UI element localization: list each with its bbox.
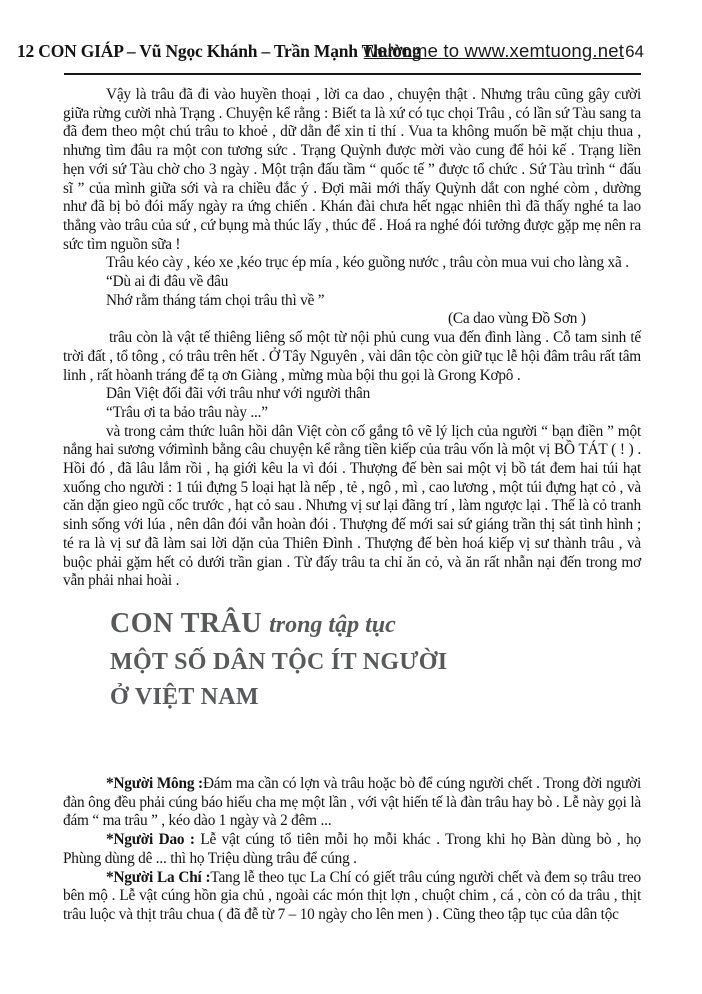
section-paragraph-mong (63, 775, 641, 831)
section-paragraph-lachi (63, 869, 641, 925)
header-rule (64, 73, 641, 75)
section-text-dao: Lễ vật cúng tổ tiên mỗi họ mỗi khác . Trong khi họ Bàn dùng bò , họ Phùng dùng dê ... thì họ Triệu dùng trâu để cúng . (63, 831, 641, 867)
site-link[interactable]: welcome to www.xemtuong.net (363, 40, 625, 61)
section-heading (110, 606, 641, 715)
paragraph-buffalo-work: Trâu kéo cày , kéo xe ,kéo trục ép mía , kéo guồng nước , trâu còn mua vui cho làng xã . (106, 254, 629, 272)
paragraph-sacrifice: trâu còn là vật tế thiêng liêng số một từ nội phủ cung vua đến đình làng . Cỗ tam sinh tế trời đất , tổ tông , có trâu trên hết . Ở Tây Nguyên , vài dân tộc còn giữ tục lễ hội đâm trâu rất tâm linh , rất hòanh tráng để tạ ơn Giàng , mừng mùa bội thu gọi là Grong Kơpô . (63, 329, 641, 384)
couplet-line-1: “Dù ai đi đâu về đâu (106, 273, 229, 291)
header-right (364, 40, 644, 62)
heading-line-3: Ở VIỆT NAM (110, 683, 259, 710)
section-label-dao: *Người Dao : (106, 831, 195, 849)
section-label-mong: *Người Mông : (106, 774, 203, 792)
section-text-mong: Đám ma cần có lợn và trâu hoặc bò để cúng người chết . Trong đời người đàn ông đều phải cúng báo hiếu cha mẹ một lần , với vật hiến tế là đàn trâu hay bò . Lễ này gọi là đám “ ma trâu ” , kéo dào 1 ngày và 2 đêm ... (63, 774, 641, 830)
heading-line-2: MỘT SỐ DÂN TỘC ÍT NGƯỜI (110, 648, 448, 675)
heading-line-1 (110, 606, 641, 645)
section-text-lachi: Tang lễ theo tục La Chí có giết trâu cúng người chết và đem sọ trâu treo bên mộ . Lễ vật cúng hồn gia chủ , ngoài các món thịt lợn , chuột chim , cá , còn có da trâu , thịt trâu luộc và thịt trâu chua ( đã đễ từ 7 – 10 ngày cho lên men ) . Cũng theo tập tục của dân tộc (63, 868, 641, 923)
ethnic-sections (63, 775, 641, 925)
book-title: 12 CON GIÁP – Vũ Ngọc Khánh – Trần Mạnh Thường (17, 41, 421, 61)
article-body (63, 86, 641, 925)
paragraph-intro: Vậy là trâu đã đi vào huyền thoại , lời ca dao , chuyện thật . Nhưng trâu cũng gây cười giữa rừng cười nhà Trạng . Chuyện kể rằng : Biết ta là xứ có tục chọi Trâu , có lần sứ Tàu sang ta đã đem theo một chú trâu to khoẻ , dữ dằn để xin tỉ thí . Vua ta không muốn bẽ mặt chịu thua , nhưng tìm đâu ra một con tương sức . Trạng Quỳnh được mời vào cung để hỏi kế . Trạng liền hẹn với sứ Tàu chờ cho 3 ngày . Một trận đấu tầm “ quốc tế ” được tổ chức . Sứ Tàu trình “ đấu sĩ ” của mình giữa sới và ra chiều đắc ý . Đợi mãi mới thấy Quỳnh dắt con nghé còm , dường như đã bị bỏ đói mấy ngày ra ứng chiến . Khán đài chưa hết ngạc nhiên thì đã thấy nghé ta lao thẳng vào trâu của sứ , cứ bụng mà thúc lấy , thúc để . Hoá ra nghé đói tưởng được gặp mẹ nên ra sức tìm nguồn sữa ! (63, 86, 641, 253)
page-number: 64 (625, 42, 644, 61)
heading-main-title: CON TRÂU (110, 607, 263, 639)
line-quote: “Trâu ơi ta bảo trâu này ...” (106, 403, 268, 421)
heading-subtitle: trong tập tục (269, 611, 396, 638)
couplet-attribution: (Ca dao vùng Đồ Sơn ) (448, 310, 586, 328)
line-treatment: Dân Việt đối đãi với trâu như với người thân (106, 385, 371, 403)
couplet-line-2: Nhớ rằm tháng tám chọi trâu thì về ” (106, 291, 325, 309)
paragraph-karma: và trong cảm thức luân hồi dân Việt còn cố gắng tô vẽ lý lịch của người “ bạn điền ” một nắng hai sương vớimình bằng câu chuyện kể rằng tiền kiếp của trâu vốn là một vị BỒ TÁT ( ! ) . Hồi đó , đã lâu lắm rồi , hạ giới kêu la vì đói . Thượng đế bèn sai một vị bồ tát đem hai túi hạt xuống cho người : 1 túi đựng 5 loại hạt là nếp , tẻ , ngô , mì , cao lương , một túi đựng hạt cỏ , và căn dặn gieo ngũ cốc trước , hạt cỏ sau . Nhưng vị sư lại đãng trí , làm ngược lại . Thế là cỏ tranh sinh sống với lúa , nên dân đói vẫn hoàn đói . Thượng đế mới sai sứ giáng trần thị sát tình hình ; té ra là vị sư đã làm sai lời dặn của Thiên Đình . Thượng đế bèn hoá kiếp vị sư thành trâu , và buộc phải gặm hết cỏ dưới trần gian . Từ đấy trâu ta chỉ ăn cỏ, và ăn rất nhẫn nại đến trong mơ vẫn phải nhai hoài . (63, 422, 641, 590)
section-label-lachi: *Người La Chí : (106, 868, 211, 886)
section-paragraph-dao (63, 831, 641, 868)
